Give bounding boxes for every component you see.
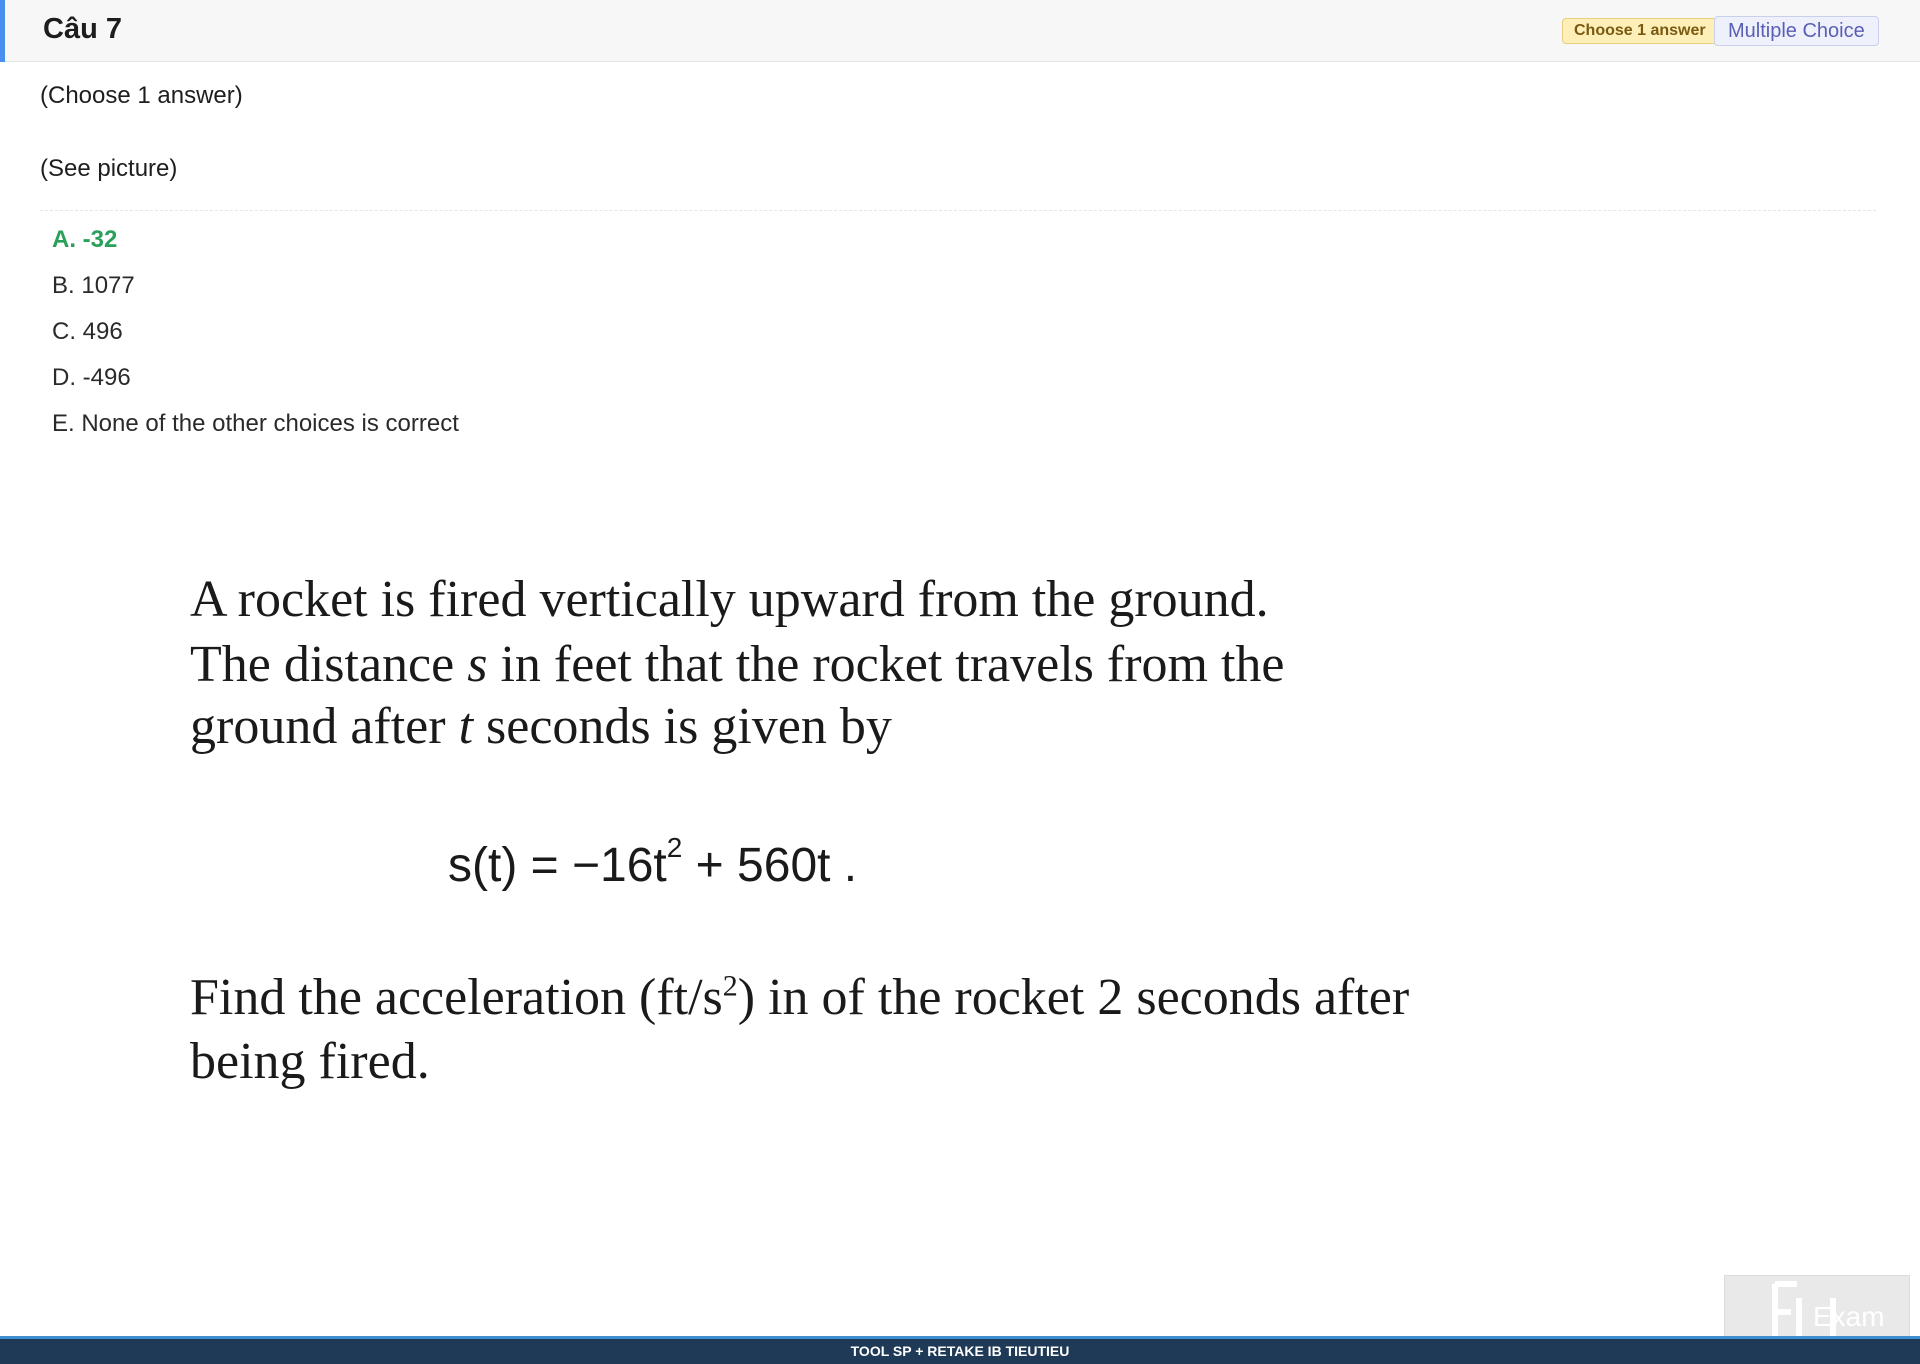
picture-line-3: [190, 697, 892, 756]
question-header: [0, 0, 1920, 62]
formula-text: + 560t .: [682, 839, 858, 892]
question-title: Câu 7: [43, 13, 122, 45]
position-formula: [448, 832, 857, 893]
formula-text: s(t) = −16t: [448, 839, 667, 892]
header-accent-bar: [0, 0, 5, 62]
divider: [40, 210, 1876, 211]
question-type-badge: Multiple Choice: [1714, 16, 1879, 46]
question-picture: [150, 540, 1550, 1120]
variable-t: t: [458, 698, 474, 755]
picture-text: ground after: [190, 698, 459, 755]
picture-line-2: [190, 635, 1284, 694]
picture-text: ) in of the rocket 2 seconds after: [737, 969, 1410, 1026]
picture-text: in feet that the rocket travels from the: [487, 636, 1285, 693]
option-b[interactable]: B. 1077: [52, 272, 135, 299]
choose-one-badge: Choose 1 answer: [1562, 18, 1718, 44]
picture-text: The distance: [190, 636, 468, 693]
logo-text: Exam: [1813, 1301, 1885, 1332]
footer-bar: [0, 1336, 1920, 1364]
footer-text: TOOL SP + RETAKE IB TIEUTIEU: [850, 1343, 1070, 1359]
option-a[interactable]: A. -32: [52, 226, 118, 253]
choose-instruction: (Choose 1 answer): [40, 82, 243, 109]
picture-text: seconds is given by: [473, 698, 892, 755]
picture-question-line-1: [190, 968, 1409, 1027]
variable-s: s: [467, 636, 488, 693]
picture-line-1: A rocket is fired vertically upward from the ground.: [190, 571, 1269, 628]
picture-question-line-2: being fired.: [190, 1033, 430, 1090]
picture-text: Find the acceleration (ft/s: [190, 969, 723, 1026]
formula-exponent: 2: [666, 832, 683, 863]
option-c[interactable]: C. 496: [52, 318, 123, 345]
unit-exponent: 2: [722, 969, 738, 1003]
option-d[interactable]: D. -496: [52, 364, 131, 391]
option-e[interactable]: E. None of the other choices is correct: [52, 410, 459, 437]
see-picture-instruction: (See picture): [40, 155, 178, 182]
